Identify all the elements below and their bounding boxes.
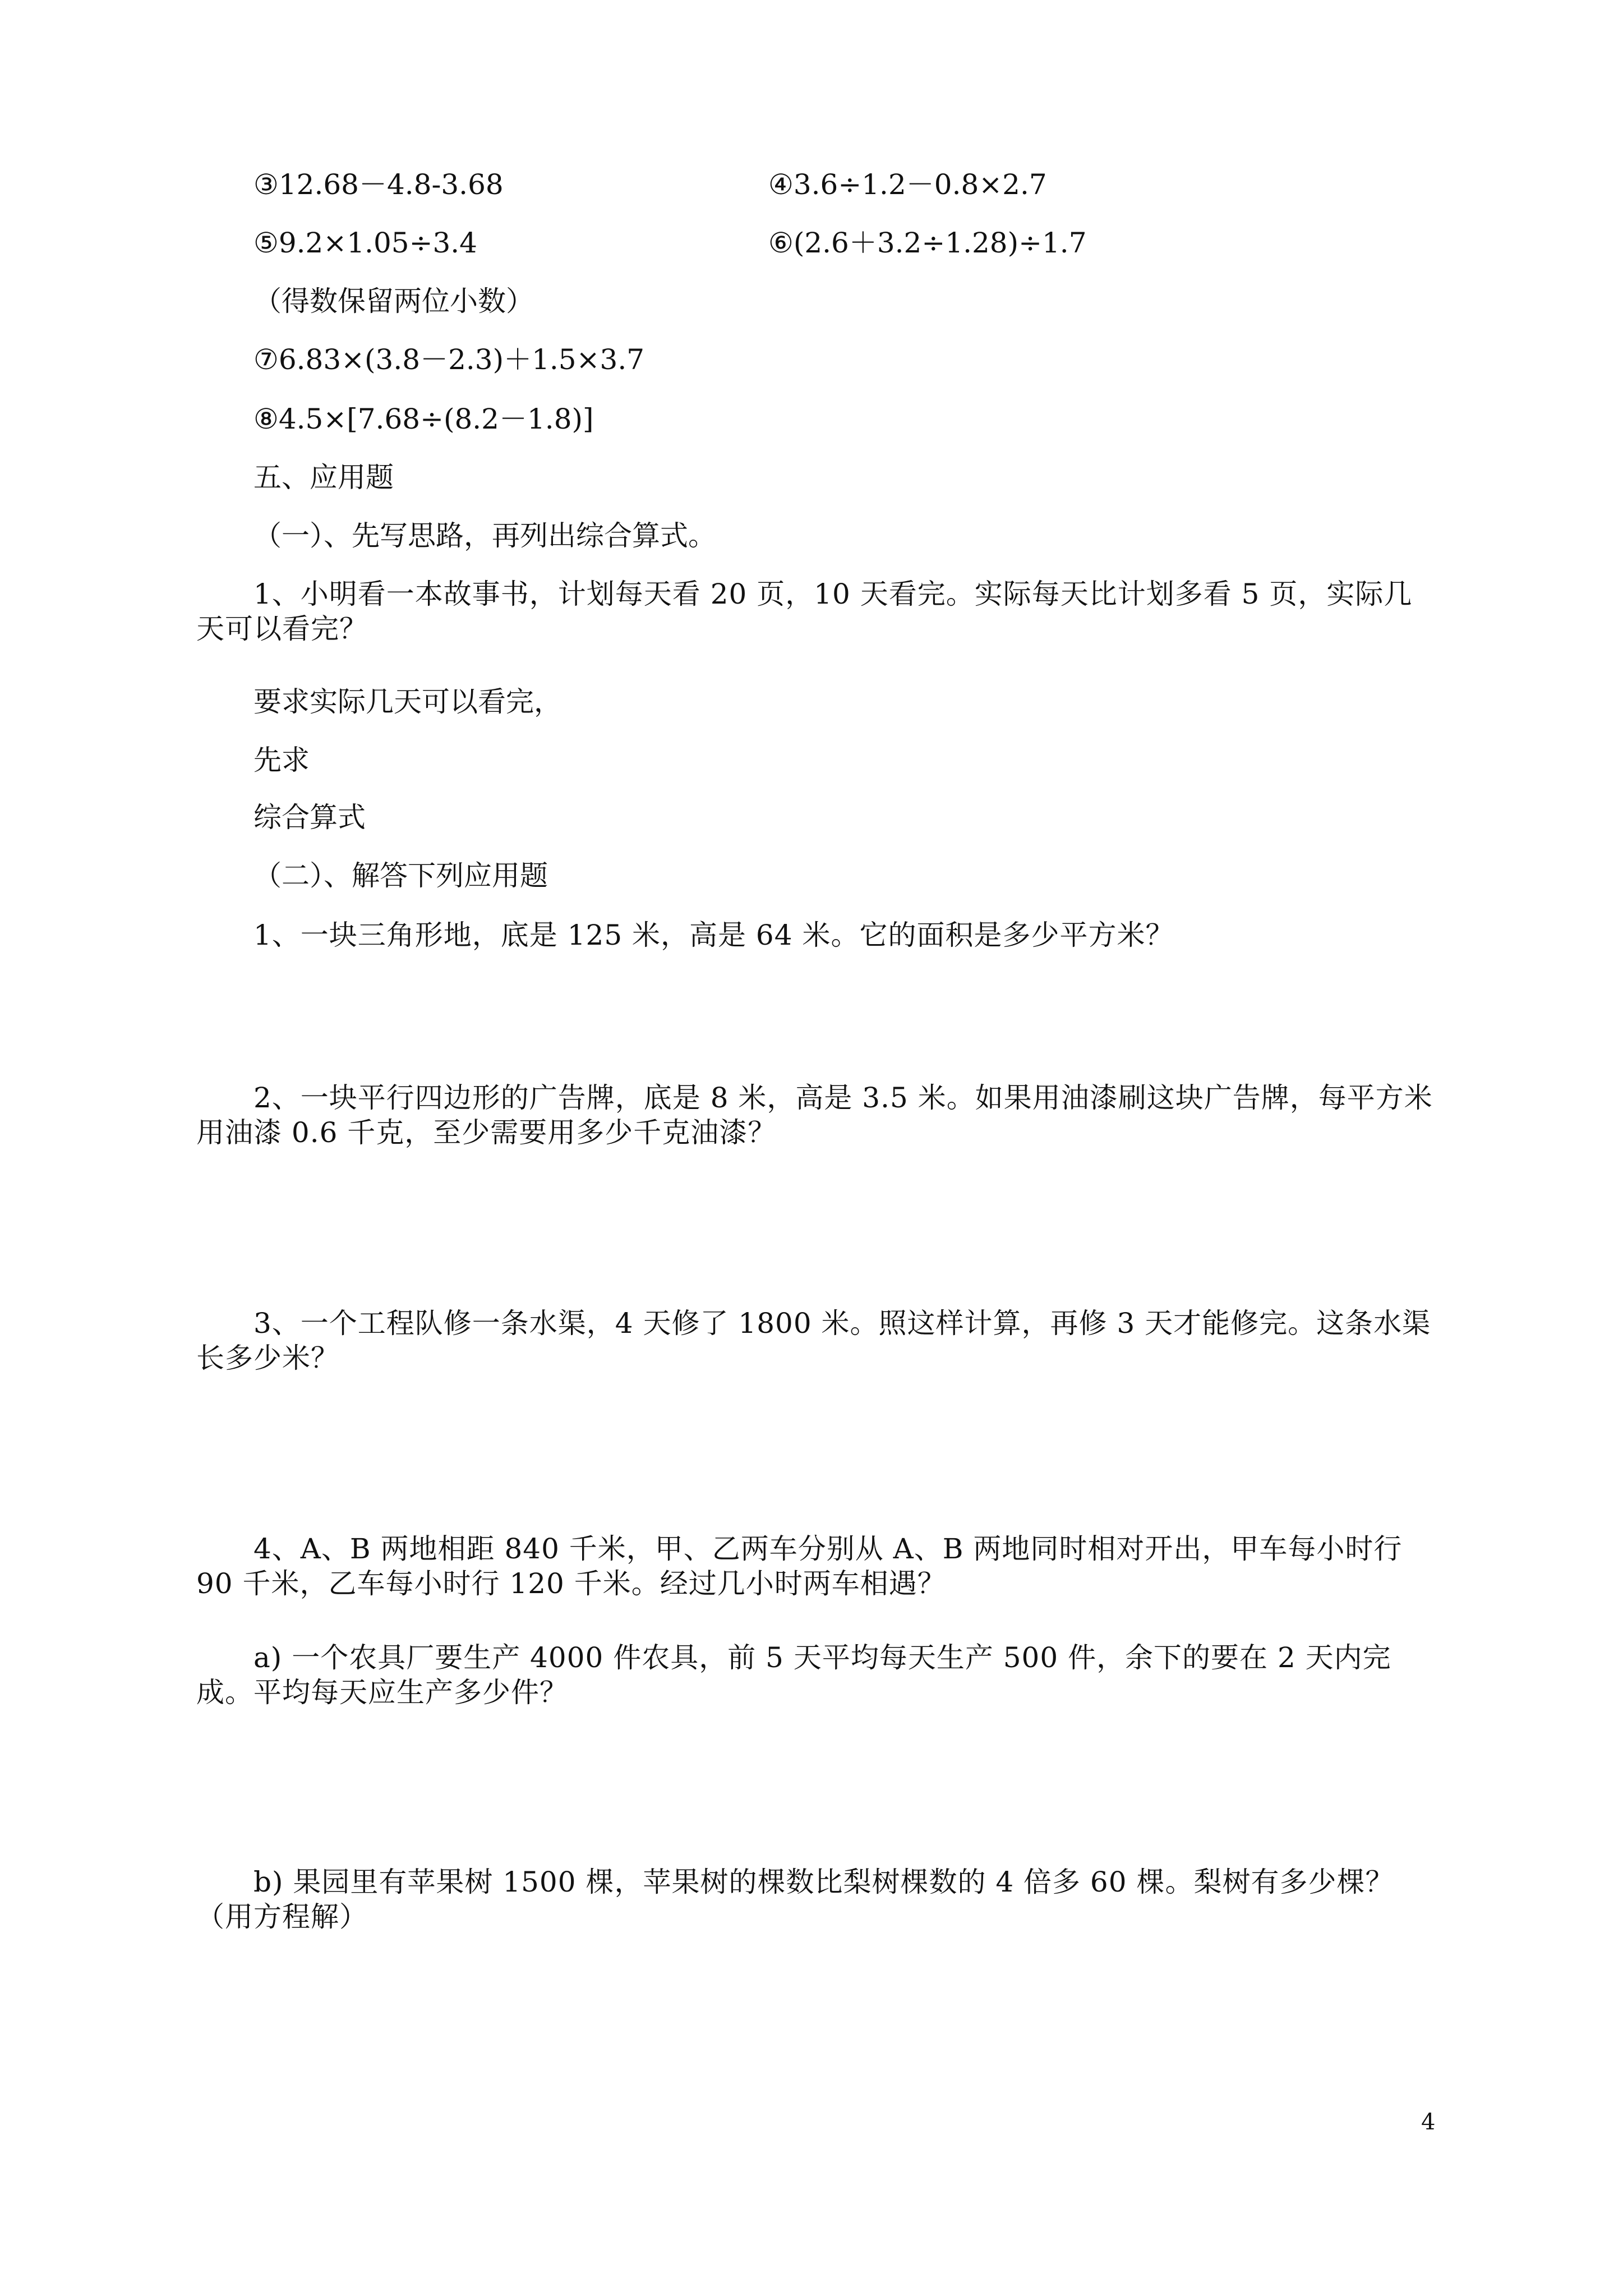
calc-item-4: ④3.6÷1.2－0.8×2.7 — [768, 168, 1047, 201]
section-title: 五、应用题 — [253, 461, 394, 494]
part2-question-4: 4、A、B 两地相距 840 千米，甲、乙两车分别从 A、B 两地同时相对开出，甲车每小时行 90 千米，乙车每小时行 120 千米。经过几小时两车相遇？ — [196, 1533, 1403, 1600]
calc-item-8: ⑧4.5×[7.68÷(8.2－1.8)] — [253, 403, 594, 435]
part2-question-2: 2、一块平行四边形的广告牌，底是 8 米，高是 3.5 米。如果用油漆刷这块广告牌，每平方米用油漆 0.6 千克，至少需要用多少千克油漆？ — [196, 1082, 1433, 1149]
calc-item-3: ③12.68－4.8-3.68 — [253, 168, 504, 201]
part1-question-1: 1、小明看一本故事书，计划每天看 20 页，10 天看完。实际每天比计划多看 5 页，实际几天可以看完？ — [196, 578, 1413, 645]
part2-heading: （二）、解答下列应用题 — [253, 859, 548, 892]
part1-heading: （一）、先写思路，再列出综合算式。 — [253, 519, 716, 552]
calc-item-5: ⑤9.2×1.05÷3.4 — [253, 227, 477, 259]
reasoning-line-a: 要求实际几天可以看完， — [253, 685, 562, 718]
calc-item-6: ⑥(2.6＋3.2÷1.28)÷1.7 — [768, 227, 1087, 259]
part2-question-3: 3、一个工程队修一条水渠，4 天修了 1800 米。照这样计算，再修 3 天才能修完。这条水渠长多少米？ — [196, 1307, 1431, 1374]
page-number: 4 — [1421, 2109, 1436, 2135]
calc-note: （得数保留两位小数） — [253, 285, 534, 318]
calc-item-7: ⑦6.83×(3.8－2.3)＋1.5×3.7 — [253, 343, 645, 376]
reasoning-line-b: 先求 — [253, 744, 310, 776]
part2-question-b: b) 果园里有苹果树 1500 棵，苹果树的棵数比梨树棵数的 4 倍多 60 棵。梨树有多少棵？（用方程解） — [196, 1866, 1394, 1933]
part2-question-a: a) 一个农具厂要生产 4000 件农具，前 5 天平均每天生产 500 件，余下的要在 2 天内完成。平均每天应生产多少件？ — [196, 1641, 1391, 1709]
part2-question-1: 1、一块三角形地，底是 125 米，高是 64 米。它的面积是多少平方米？ — [253, 919, 1174, 951]
reasoning-line-c: 综合算式 — [253, 801, 366, 834]
